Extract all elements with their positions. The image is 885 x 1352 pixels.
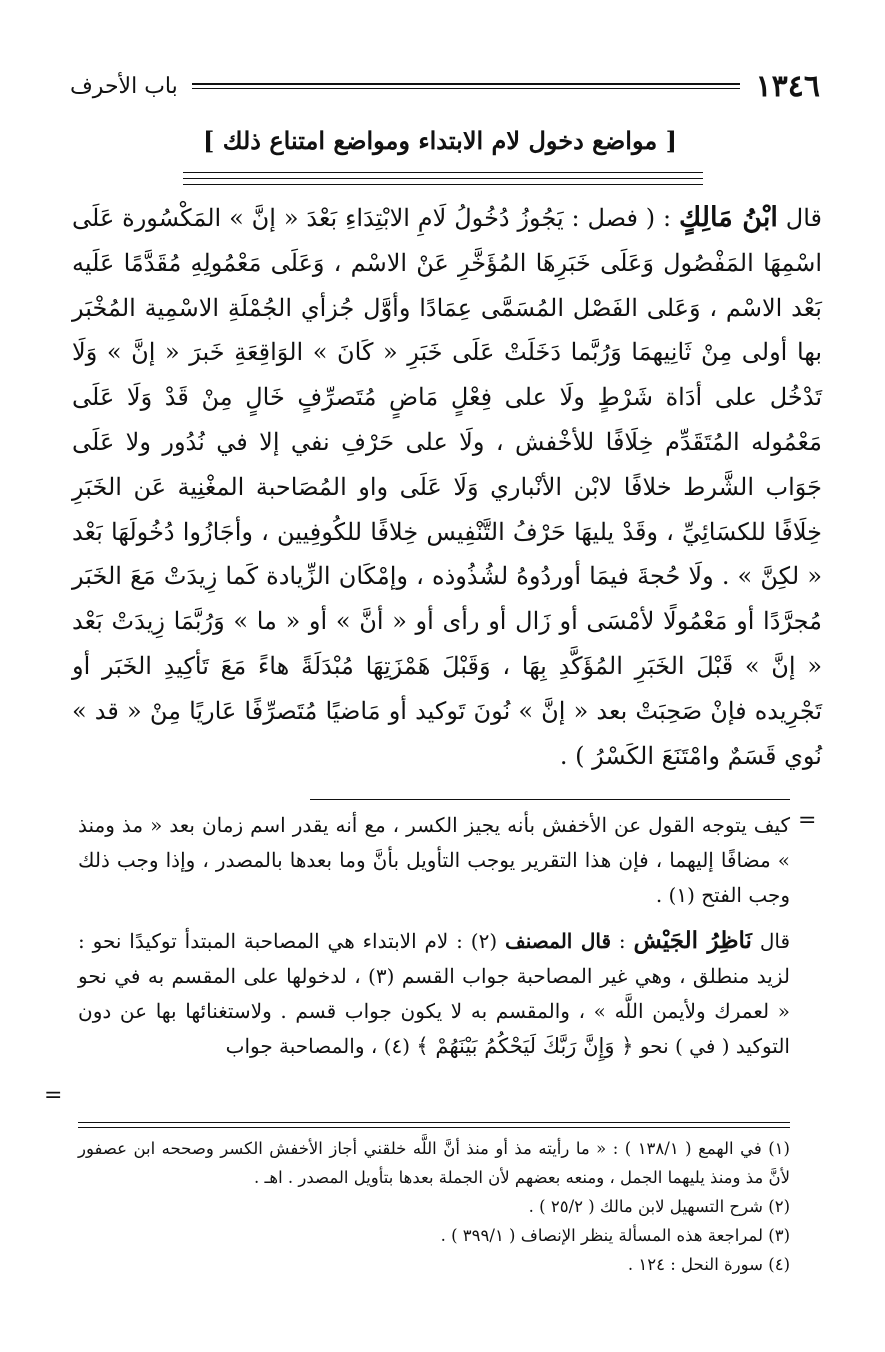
footnote-1: (١) في الهمع ( ١٣٨/١ ) : « ما رأيته مذ أو منذ أنَّ اللَّه خلقني أجاز الأخفش الكسر وصححه ابن عصفور لأنَّ مذ ومنذ يليهما الجمل ، ومنعه بعضهم لأن الجملة بعدها بتأويل المصدر . اهـ .: [78, 1139, 790, 1187]
commentary-intro: قال: [759, 929, 791, 953]
page-number: ١٣٤٦: [755, 68, 820, 104]
main-body: : ( فصل : يَجُوزُ دُخُولُ لَامِ الابْتِدَاءِ بَعْدَ « إنَّ » المَكْسُورة عَلَى اسْمِهَا المَفْصُول وَعَلَى خَبَرِهَا المُؤَخَّرِ عَنْ الاسْم ، وَعَلَى مَعْمُولِهِ مُقَدَّمًا عَلَيه بَعْد الاسْم ، وَعَلى الفَصْل المُسَمَّى عِمَادًا وأوَّل جُزأي الجُمْلَةِ الاسْمِية المُخْبَر بها أولى مِنْ ثَانِيهمَا وَرُبَّما دَخَلَتْ عَلَى خَبَرِ « كَانَ » الوَاقِعَةِ خَبرَ « إنَّ » وَلَا تَدْخُل على أدَاة شَرْطٍ ولَا على فِعْلٍ مَاضٍ مُتَصرِّفٍ خَالٍ مِنْ قَدْ وَلَا عَلَى مَعْمُوله المُتَقَدِّم خِلَافًا للأخْفش ، ولَا على حَرْفِ نفي إلا في نُدُور ولا عَلَى جَوَاب الشَّرط خلافًا لابْن الأنْباري وَلَا عَلَى واو المُصَاحبة المغْنِية عَن الخَبَرِ خِلَافًا للكسَائِيِّ ، وقَدْ يليهَا حَرْفُ التَّنْفِيس خِلافًا للكُوفِيين ، وأجَازُوا دُخُولَهَا بَعْد « لكِنَّ » . ولَا حُجةَ فيمَا أوردُوهُ لشُذُوذه ، وإمْكَان الزِّيادة كَما زِيدَتْ مَعَ الخَبَر مُجرَّدًا أو مَعْمُولًا لأمْسَى أو زَال أو رأى أو « أنَّ » أو « ما » وَرُبَّمَا زِيدَتْ بَعْد « إنَّ » قَبْلَ الخَبَرِ المُؤَكَّدِ بِهَا ، وَقَبْلَ هَمْزَتِهَا مُبْدَلَةً هاءً مَعَ تَأكِيدِ الخَبَر أو تَجْرِيده فإنْ صَحِبَتْ بعد « إنَّ » نُونَ تَوكيد أو مَاضيًا مُتَصرِّفًا عَاريًا مِنْ « قد » نُوي قَسَمٌ وامْتَنَعَ الكَسْرُ ) .: [72, 204, 823, 770]
title-rule: [183, 172, 703, 173]
footnotes: [78, 1134, 790, 1279]
commentary-paragraph-2: [78, 923, 790, 1064]
musannif-label: قال المصنف: [505, 929, 612, 953]
commentary-paragraph-1: كيف يتوجه القول عن الأخفش بأنه يجيز الكسر ، مع أنه يقدر اسم زمان بعد « مذ ومنذ » مضافًا إليهما ، فإن هذا التقرير يوجب التأويل بأنَّ وما بعدها بالمصدر ، وإذا وجب ذلك وجب الفتح (١) .: [78, 813, 790, 907]
title-rule: [183, 184, 703, 185]
footnote-3: (٣) لمراجعة هذه المسألة ينظر الإنصاف ( ٣٩٩/١ ) .: [440, 1226, 790, 1245]
author-name: ابْنُ مَالِكٍ: [678, 202, 778, 233]
main-text: [72, 196, 822, 778]
commentary-text-b: (٤) ، والمصاحبة جواب: [225, 1034, 411, 1058]
running-title: باب الأحرف: [70, 73, 178, 99]
commentary: [78, 808, 790, 1064]
footnote-rule: [78, 1122, 790, 1123]
footnote-rule: [78, 1127, 790, 1128]
title-rule: [183, 178, 703, 179]
page-header: [70, 66, 820, 106]
quran-verse: ﴿ وَإِنَّ رَبَّكَ لَيَحْكُمُ بَيْنَهُمْ ﴾: [416, 1034, 634, 1058]
intro-word: قال: [785, 204, 822, 232]
section-title: [ مواضع دخول لام الابتداء ومواضع امتناع ذلك ]: [203, 126, 677, 155]
page-end-mark: =: [44, 1083, 63, 1108]
commentator-name: نَاظِرُ الجَيْش: [633, 927, 752, 954]
commentary-colon: :: [618, 929, 626, 953]
commentary-rule: [310, 799, 790, 800]
continuation-mark: =: [798, 808, 817, 833]
header-rule: [192, 83, 740, 89]
commentary-text-a: : لام الابتداء هي المصاحبة المبتدأ توكيدًا نحو : لزيد منطلق ، وهي غير المصاحبة جواب القسم (٣) ، لدخولها على المقسم به في نحو « لعمرك ولأيمن اللَّه » ، والمقسم به لا يكون جواب قسم . ولاستغنائها بها عن دون التوكيد ( في ) نحو: [78, 929, 790, 1058]
footnote-2: (٢) شرح التسهيل لابن مالك ( ٢٥/٢ ) .: [528, 1197, 790, 1216]
footnote-4: (٤) سورة النحل : ١٢٤ .: [627, 1255, 790, 1274]
musannif-ref: (٢): [470, 929, 498, 953]
main-paragraph: [72, 196, 822, 778]
